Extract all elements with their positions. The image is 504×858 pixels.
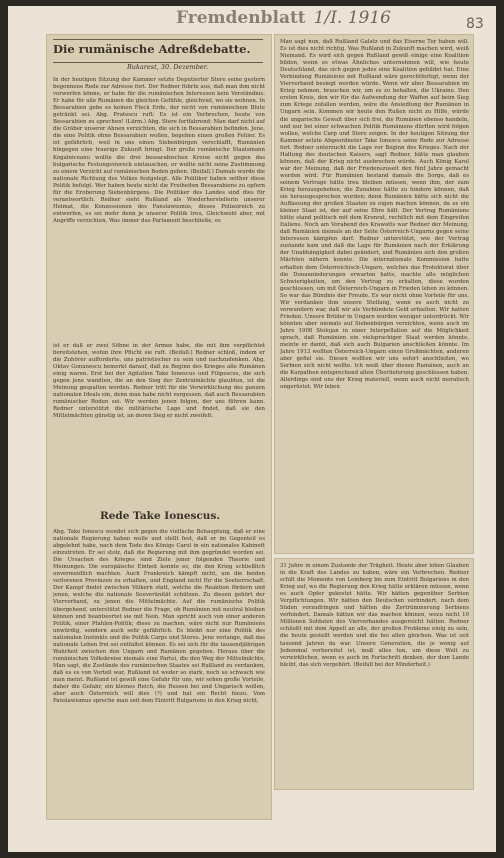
article-paragraph-1: In der heutigen Sitzung der Kammer setzte Deputierter Stere seine gestern begonnene Rede zur Adresse fort. Der Redner führte aus, daß man ihm nicht vorwerfen könne, er habe für die rumänischen Interessen kein Verständnis. Er habe für alle Rumänen die gleichen Gefühle, gleichviel, wo sie wohnen. In Bessarabien gebe es keinen Fleck Erde, der nicht von rumänischem Blute getränkt sei. Abg. Pratescu ruft: Es ist ein Verbrechen, heute von Bessarabien zu sprechen! (Lärm.) Abg. Stere fortfahrend: Man darf nicht auf die Gräber unserer Ahnen verzichten, die sich in Bessarabien befinden. Jene, die eine Politik ohne Bessarabien wollen, begehen einen großen Fehler. Es ist gefährlich, weil in uns einen Siebenbürgen verschlafft, Rumänien hingegen eine traurige Zukunft bringt. Der große rumänische Staatsmann Kogalniceanu wollte die drei bessarabischen Kreise nicht gegen das bulgarische Festungsviereck eintauschen, er wollte nicht seine Zustimmung zu einem Verzicht auf rumänischen Boden geben. (Beifall.) Damals wurde die nationale Richtung des Volkes festgelegt. Alle Politiker haben seither diese Politik befolgt. Wer haben heute nicht die Freiheiten Bessarabiens zu opfern für die Eroberung Siebenbürgens. Die Politiker des Landes sind dies für verantwortlich. Redner sieht Rußland als Wiederherstellerin unserer Heimat, die Konzessionen des Panslawismus, dieses Polizeireich zu entwerfen, es sei mehr denn je unserer Politik treu, Gleichwohl aber, mit Angriffe verzichten, Was immer das Parlament beschließe, es bbox=[53, 77, 265, 224]
right-paragraph-1: Man sagt nun, daß Rußland Galatz und das Eiserne Tor haben will. Es ist dies nicht richtig. Was Rußland in Zukunft machen wird, weiß Niemand. Es wird sich gegen Rußland gewiß einige eine Koalition bilden, wenn es etwas Ähnliches unternehmen will, wie heute Deutschland, das sich gegen jedes eine Koalition gebildet hat. Eine Verbindung Rumäniens mit Rußland wäre gerechtfertigt, wenn der Vierverband besiegt werden würde. Wenn wir aber Bessarabien im Krieg nehmen, brauchen wir, um es zu behalten, die Ukraine. Den ersten Kreis, den wir für die Aufwendung der Waffen auf beim Sieg zum Kriege zufallen werden, wäre die Ansiedlung der Rumänen in Ungarn sein. Kommen wir heute den Rußen nicht zu Hilfe, würde die ungarische Gewalt über sich frei, die Rumänen ebenso handeln, und nur bei einer schwachen Politik Rumäniens dürften wird folgen wollen, welche Carp und Stere zeigen. bbox=[280, 39, 469, 137]
clipping-right-bottom bbox=[274, 558, 474, 790]
clipping-left-column bbox=[46, 34, 272, 820]
newspaper-name: Fremdenblatt bbox=[176, 8, 306, 28]
scrapbook-page bbox=[8, 6, 496, 852]
article-paragraph-2: ist er daß er zwei Söhne in der Armee habe, die mit ihm verpflichtet bereitstehen, wohin ihre Pflicht sie ruft. (Beifall.) Redner schloß, indem er die Zuhörer aufforderte, uns patriotischer zu sein und nachzudenken. Abg. Oktav Gonanescu bemerkt darauf, daß zu Beginn des Krieges alle Rumänen einig waren. Erst bei der Agitation Take Ionescus und Filipescus, die sich gegen jene wandten, die an den Sieg der Zentralmächte glaubten, ist die Meinung gespalten worden. Redner tritt für die Verwirklichung des ganzen nationalen Ideals ein, denn man habe nicht vergessen, daß auch Bessarabien rumänischer Boden sei. Wir werden jenen folgen, der uns führen kann. Redner unterstützt die militärische Lage und findet, daß sie den Mittelmächten günstig ist, an deren Sieg er nicht zweifelt. bbox=[53, 343, 265, 420]
article-paragraph-3: Abg. Take Ionescu wendet sich gegen die vielfache Behauptung, daß er eine nationale Regierung haben wolle und stellt fest, daß er im Gegenteil es abgelehnt habe, nach dem Tode des Königs Carol in ein nationales Kabinett einzutreten. Er sei stolz, daß die Regierung mit ihm gegründet worden sei. Die Ursachen des Krieges sind Ziele jener folgenden Theorie und Meinungen. Die europäische Einheit konnte es, die den Krieg schließlich unvermeidlich machten. Auch Frankreich kämpft nicht, um die beiden verlorenen Provinzen zu erhalten, und England nicht für die Seeherrschaft. Der Kampf findet zwischen Völkern statt, welche die Reaktion fördern und jenen, welche die nationale Souveränität schützen. Zu diesen gehört der Vierverband, zu jenen die Mittelmächte. Auf die rumänische Politik übergehend, unterstützt Redner die Frage, ob Rumänien mit neutral bleiben können und beantwortet sie mit Nein. Man spricht auch von einer anderen Politik, einer Pfahlen-Politik; diese zu machen, wäre nicht nur Rumäniens unwürdig, sondern auch sehr gefährlich. Es bleibt nur eine Politik des nationalen Instinkts und die Politik Carps und Steres. Jene verlange, daß das nationale Leben frei sei entfaltet können. Es sei sich für die tausendjährigen Wahrheit zwischen den Ungarn und Rumänen gegeben. Heraus über die rumänischen Volkskreise niemals eine Partei, die den Weg der Mittelmächte, Man sagt, die Zustände des rumänischen Staates sei Rußland zu verdanken, daß es es von Vorteil war, Rußland ist weder so stark, noch so schwach wie man meint. Rußland ist gewiß eine Gefahr für uns, wir sehen große Vorteile, daher die Gefahr, ein kleines Reich, die Russen bei und Ungarisch wollen, aber auch Österreich will dies (?) und hat ein Recht hiezu. Vom Panslawismus spreche man seit dem Eintritt Bulgariens in den Krieg nicht, bbox=[53, 529, 265, 705]
right-bottom-paragraph: 31 Jahre in einem Zustande der Trägheit. Heute aber leben Glauben in die Kraft des Landes zu haben, wäre ein Verbrechen. Redner schilt die Momente von Lemberg bis zum Eintritt Bulgariens in den Krieg auf, wo die Regierung den Krieg hätte erklären müssen, wenn es auch Opfer gekostet hätte. Wir hätten gegenüber Serbien Verpflichtungen. Wir hätten den Deutschen verhindert, nach dem Süden vorzudringen und hätten die Zertrümmerung Serbiens verhindert. Damals hätten wir das machen können, wozu nicht 10 Millionen Soldaten des Vierverbandes ausgereicht hätten. Redner schließt mit dem Appell an alle, der großen Probleme einig zu sein, die heute gestellt werden und die bei allen gleichen. Was ist seit tausend Jahren da war. Unsere Generation, die je wenig auf Jedemmal vorbereitet ist, muß alles tun, um diese Welt zu verwirklichen, wenn es auch im Fortschritt denken, der dem Lande bleibt, das sich vergehört. (Beifall bei der Minderheit.) bbox=[280, 563, 469, 668]
page-number: 83 bbox=[466, 16, 484, 32]
newspaper-header bbox=[176, 8, 392, 30]
handwritten-date: 1/I. 1916 bbox=[313, 8, 392, 28]
article-subheading: Rede Take Ionescus. bbox=[99, 510, 221, 522]
article-dateline: Bukarest, 30. Dezember. bbox=[127, 63, 209, 71]
right-column-text bbox=[280, 39, 469, 549]
article-title: Die rumänische Adreßdebatte. bbox=[53, 39, 263, 63]
clipping-right-column bbox=[274, 34, 474, 554]
right-paragraph-2: In der heutigen Sitzung der Kammer setzte Abgeordneter Take Ionescu seine Rede zur Adresse fort. Redner unterzucht die Lage vor Beginn des Krieges. Nach der Haltung des deutschen Kaisers, sagt Redner, hätte man glauben können, daß der Krieg nicht ausbrechen würde. Auch König Karol war der Meinung, daß der Friedenszuseit den fünf Jahre gemacht werden wird. Für Rumänien bestand damals die Sorge, daß es seinem Vertrage hätte treu bleiben müssen, wenn ihm, der zum Krieg herausgeheben, die Zunahme hätte zu hindern können, daß sie herausgesprochen wurden; denn Rumänien hätte sich nicht die Auffassung der großen Staaten zu eigen machen können, da es ein kleiner Staat ist, der auf seine Ehre hält. Der Vertrag Rumäniens hätte stand politisch mit dem Kronrat, rechtlich mit dem Eingreifen Italiens. Noch am Vorabend des Krawatts war Redner der Meinung, daß Rumänien niemals an der Seite Österreich-Ungarns gegen seine Interessen kämpfen darf. Redner unterstützt, wie der Vertrag zustande kam und daß die Lage für Rumänien nach der Erklärung der Unabhängigkeit dabei geändert, und Rumänien sich den großen Mächten nähern konnte. Die internationale Kommission hatte erhalten dem Österreichisch-Ungarn, welches das Protektorat über die Donauniederungen erwarten hatte, machte alle möglichen Schwierigkeiten, um den Vertrag zu erhalten, diese wurden geschlossen, um mit Österreich-Ungarn in Frieden leben zu können. So war das Bündnis der Freude. Es war nicht ohne Vorteile für uns. Wir verdanken ihm unsere Stellung, wenn es auch nicht zu verwundern war, daß wir als Verbündete Geld erhielten. Wir hatten Frieden. Unsere Brüder in Ungarn wurden weniger unterdrückt. Wir könnten aber niemals auf Siebenbürgen verzichten, wenn auch im Jahre 1908 Stolojan in einer Interpellation auf die Möglichkeit sprach, daß Rumänien ein vielsprachiger Staat werden könnte, meinte er damit, daß sich auch Bulgarien anschließen könnte. Im Jahre 1913 wollten Österreich-Ungarn einen Großmächten, anderen aber gefiel sie. Diesen wollten wir uns sofort anschließen, wo Serbien sich nicht wollte. Ich weiß über diesen Rumänen, auch an die Karpathen entsprechend alten Überlieferung geschlossen haben. Allerdings sind uns der Krieg materiell, wenn auch nicht moralisch ungerüstet. Wir leben bbox=[280, 130, 469, 391]
